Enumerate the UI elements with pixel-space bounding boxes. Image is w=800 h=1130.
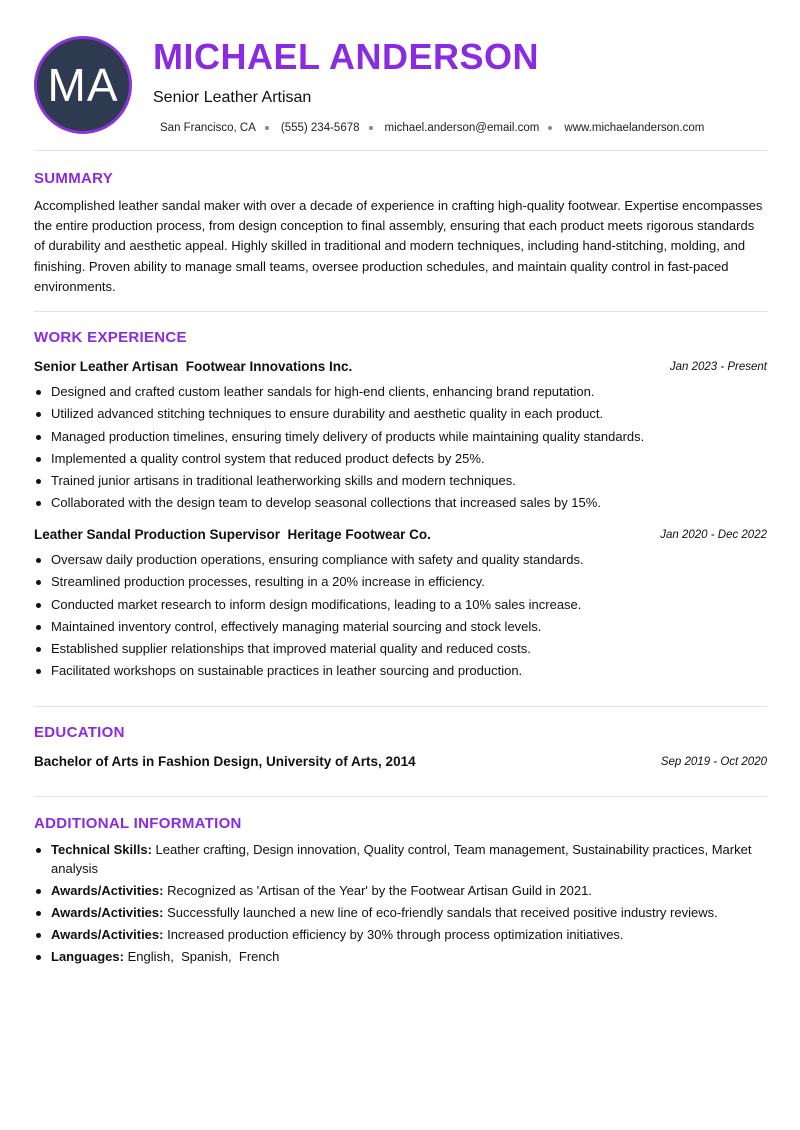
job-header <box>34 526 767 544</box>
list-item: Designed and crafted custom leather sandals for high-end clients, enhancing brand reputation. <box>34 381 767 403</box>
info-text: English, Spanish, French <box>127 949 280 964</box>
summary-heading: SUMMARY <box>34 170 114 187</box>
list-item <box>34 904 767 923</box>
info-label: Awards/Activities: <box>51 882 164 898</box>
info-label: Languages: <box>51 949 124 964</box>
info-text: Increased production efficiency by 30% through process optimization initiatives. <box>167 926 624 942</box>
contact-phone: (555) 234-5678 <box>280 122 360 134</box>
separator-dot <box>265 126 269 130</box>
list-item: Trained junior artisans in traditional leatherworking skills and modern techniques. <box>34 470 767 492</box>
list-item <box>34 882 767 901</box>
info-text: Leather crafting, Design innovation, Quality control, Team management, Sustainability practices, Market analysis <box>51 842 756 876</box>
job-bullets <box>34 549 767 683</box>
degree: Bachelor of Arts in Fashion Design, University of Arts, 2014 <box>34 754 416 769</box>
separator-dot <box>548 126 552 130</box>
avatar-initials: MA <box>47 59 119 111</box>
list-item <box>34 948 767 967</box>
contact-website[interactable]: www.michaelanderson.com <box>564 122 705 134</box>
job-bullets <box>34 381 767 515</box>
list-item: Utilized advanced stitching techniques to ensure durability and aesthetic quality in each product. <box>34 403 767 425</box>
list-item: Maintained inventory control, effectively managing material sourcing and stock levels. <box>34 616 767 638</box>
education-heading: EDUCATION <box>34 724 125 741</box>
info-label: Awards/Activities: <box>51 904 164 920</box>
list-item: Implemented a quality control system that reduced product defects by 25%. <box>34 448 767 470</box>
education-date: Sep 2019 - Oct 2020 <box>660 756 767 768</box>
contact-bar <box>160 119 704 137</box>
list-item: Collaborated with the design team to develop seasonal collections that increased sales by 15%. <box>34 492 767 514</box>
divider <box>34 150 767 151</box>
work-experience-heading: WORK EXPERIENCE <box>34 329 187 346</box>
candidate-name: MICHAEL ANDERSON <box>153 36 540 77</box>
job-title: Senior Leather Artisan Footwear Innovations Inc. <box>34 359 353 374</box>
summary-text: Accomplished leather sandal maker with over a decade of experience in crafting high-quality footwear. Expertise encompasses the entire production process, from design conception to final assembly, ensuring that each product meets rigorous standards of durability and aesthetic appeal. Highly skilled in traditional and modern techniques, including hand-stitching, molding, and finishing. Proven ability to manage small teams, oversee production schedules, and maintain quality control in fast-paced environments. <box>34 198 763 294</box>
list-item: Managed production timelines, ensuring timely delivery of products while maintaining quality standards. <box>34 426 767 448</box>
divider <box>34 311 767 312</box>
job-date: Jan 2023 - Present <box>669 361 767 373</box>
list-item <box>34 841 767 878</box>
list-item: Facilitated workshops on sustainable practices in leather sourcing and production. <box>34 660 767 682</box>
divider <box>34 796 767 797</box>
job-header <box>34 358 767 376</box>
list-item: Established supplier relationships that improved material quality and reduced costs. <box>34 638 767 660</box>
list-item: Conducted market research to inform design modifications, leading to a 10% sales increase. <box>34 594 767 616</box>
additional-info-list <box>34 841 767 970</box>
list-item: Oversaw daily production operations, ensuring compliance with safety and quality standards. <box>34 549 767 571</box>
divider <box>34 706 767 707</box>
avatar <box>34 36 132 134</box>
job-date: Jan 2020 - Dec 2022 <box>660 529 767 541</box>
list-item <box>34 926 767 945</box>
separator-dot <box>369 126 373 130</box>
info-label: Awards/Activities: <box>51 926 164 942</box>
education-entry <box>34 753 767 771</box>
contact-email[interactable]: michael.anderson@email.com <box>384 122 540 134</box>
additional-info-heading: ADDITIONAL INFORMATION <box>34 815 242 832</box>
contact-location: San Francisco, CA <box>160 122 256 134</box>
info-text: Successfully launched a new line of eco-friendly sandals that received positive industry reviews. <box>167 904 718 920</box>
list-item: Streamlined production processes, resulting in a 20% increase in efficiency. <box>34 571 767 593</box>
job-title: Leather Sandal Production Supervisor Heritage Footwear Co. <box>34 527 431 542</box>
candidate-role: Senior Leather Artisan <box>153 89 312 106</box>
info-label: Technical Skills: <box>51 842 152 857</box>
info-text: Recognized as 'Artisan of the Year' by the Footwear Artisan Guild in 2021. <box>167 882 592 898</box>
